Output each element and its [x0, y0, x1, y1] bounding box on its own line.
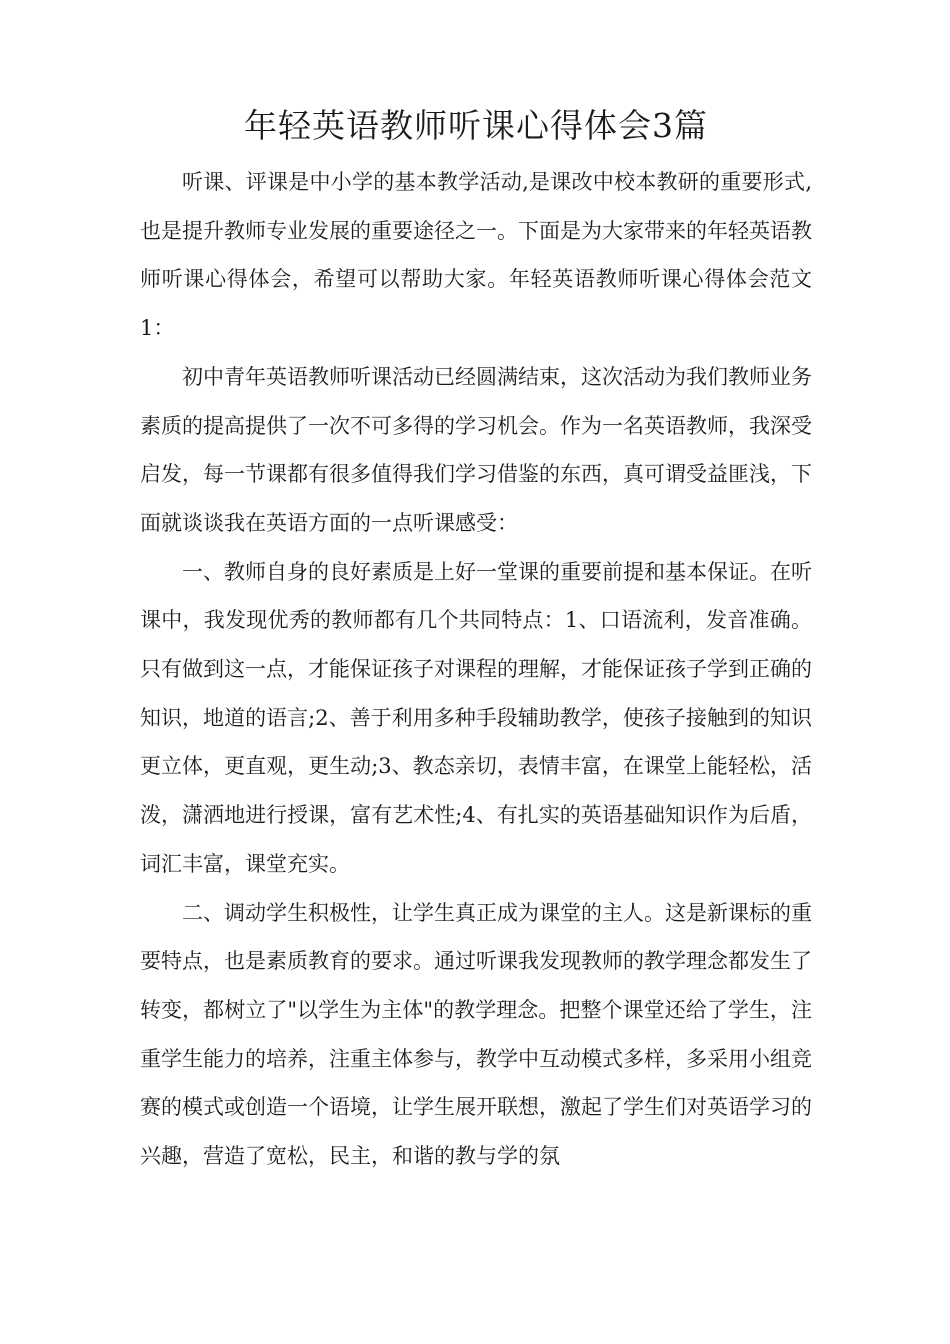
paragraph-intro: 听课、评课是中小学的基本教学活动,是课改中校本教研的重要形式,也是提升教师专业发展的重要途径之一。下面是为大家带来的年轻英语教师听课心得体会，希望可以帮助大家。年轻英语教师听课心得体会范文1：	[140, 170, 812, 341]
document-page	[140, 102, 812, 1181]
paragraph-point-one: 一、教师自身的良好素质是上好一堂课的重要前提和基本保证。在听课中，我发现优秀的教师都有几个共同特点：1、口语流利，发音准确。只有做到这一点，才能保证孩子对课程的理解，才能保证孩子学到正确的知识，地道的语言;2、善于利用多种手段辅助教学，使孩子接触到的知识更立体，更直观，更生动;3、教态亲切，表情丰富，在课堂上能轻松，活泼，潇洒地进行授课，富有艺术性;4、有扎实的英语基础知识作为后盾，词汇丰富，课堂充实。	[140, 559, 812, 876]
paragraph-overview: 初中青年英语教师听课活动已经圆满结束，这次活动为我们教师业务素质的提高提供了一次不可多得的学习机会。作为一名英语教师，我深受启发，每一节课都有很多值得我们学习借鉴的东西，真可谓受益匪浅，下面就谈谈我在英语方面的一点听课感受：	[140, 364, 812, 535]
document-title: 年轻英语教师听课心得体会3篇	[244, 106, 708, 145]
paragraph-point-two: 二、调动学生积极性，让学生真正成为课堂的主人。这是新课标的重要特点，也是素质教育的要求。通过听课我发现教师的教学理念都发生了转变，都树立了"以学生为主体"的教学理念。把整个课堂还给了学生，注重学生能力的培养，注重主体参与，教学中互动模式多样，多采用小组竞赛的模式或创造一个语境，让学生展开联想，激起了学生们对英语学习的兴趣，营造了宽松，民主，和谐的教与学的氛	[140, 900, 812, 1169]
